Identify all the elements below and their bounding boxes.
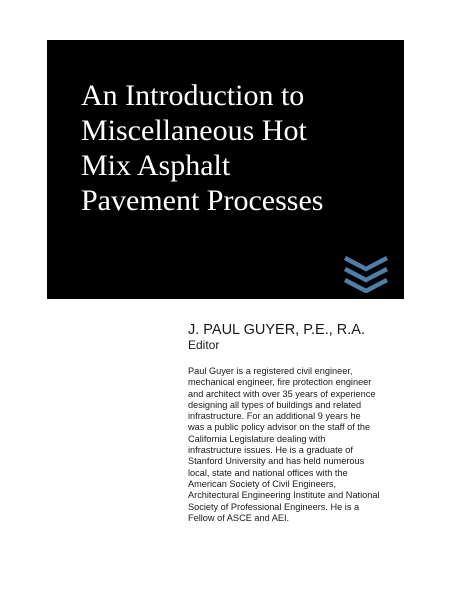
triple-chevron-down-icon (341, 255, 391, 293)
bio-line: mechanical engineer, fire protection engineer (188, 377, 372, 388)
author-role: Editor (188, 338, 220, 352)
bio-line: Stanford University and has held numerous (188, 456, 365, 467)
bio-line: Paul Guyer is a registered civil engineer, (188, 366, 353, 376)
bio-line: and architect with over 35 years of experience (188, 388, 376, 399)
cover-title-band (47, 40, 404, 299)
bio-line: designing all types of buildings and related (188, 399, 362, 410)
bio-line: infrastructure. For an additional 9 years he (188, 411, 361, 422)
title-line: Miscellaneous Hot (81, 114, 307, 147)
bio-line: infrastructure issues. He is a graduate of (188, 445, 353, 456)
bio-line: Architectural Engineering Institute and National (188, 490, 380, 501)
author-name: J. PAUL GUYER, P.E., R.A. (188, 322, 366, 338)
title-line: Pavement Processes (81, 184, 324, 217)
bio-line: local, state and national offices with the (188, 467, 348, 478)
author-bio (188, 366, 418, 524)
bio-line: Society of Professional Engineers. He is a (188, 501, 360, 512)
title-line: An Introduction to (81, 79, 305, 112)
bio-line: American Society of Civil Engineers, (188, 478, 337, 489)
author-block (188, 322, 408, 352)
bio-line: was a public policy advisor on the staff of the (188, 422, 371, 433)
bio-line: California Legislature dealing with (188, 433, 326, 444)
title-line: Mix Asphalt (81, 149, 231, 182)
bio-line: Fellow of ASCE and AEI. (188, 512, 290, 523)
book-title (81, 78, 391, 218)
